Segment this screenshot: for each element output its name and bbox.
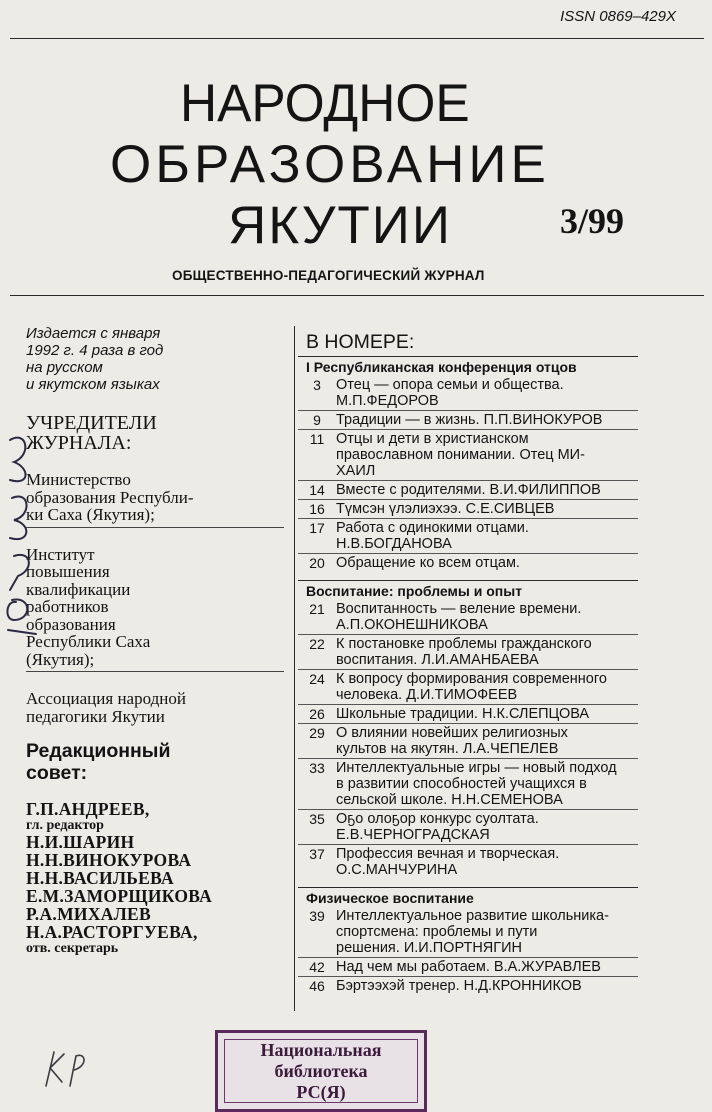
entry-page-number: 42 [309,959,325,975]
editorial-board-list [26,800,284,956]
contents-entry [298,845,638,879]
entry-title-line: Е.В.ЧЕРНОГРАДСКАЯ [336,827,490,843]
entry-page-number: 14 [309,482,325,498]
issn-number: ISSN 0869–429X [560,8,676,25]
contents-entry [298,481,638,500]
contents-entry [298,670,638,705]
entry-title [336,482,638,498]
entry-page-number: 26 [309,706,325,722]
contents-section [298,356,638,580]
founders-heading [26,413,284,453]
board-member-name: Е.М.ЗАМОРЩИКОВА [26,886,213,906]
entry-title-line: Интеллектуальные игры — новый подход [336,760,617,776]
journal-subtitle: ОБЩЕСТВЕННО-ПЕДАГОГИЧЕСКИЙ ЖУРНАЛ [172,268,485,283]
entry-title-line: Вместе с родителями. В.И.ФИЛИППОВ [336,482,601,498]
entry-page-number: 24 [309,671,325,687]
entry-title [336,959,638,975]
founder-line: Ассоциация народной [26,689,186,708]
contents-section [298,887,638,1003]
entry-title [336,377,638,409]
contents-section [298,580,638,887]
title-line-3: ЯКУТИИ [228,196,452,255]
entry-title-line: К вопросу формирования современного [336,671,607,687]
handwritten-inventory-number [2,420,42,650]
board-member-name: Н.Н.ВИНОКУРОВА [26,850,192,870]
entry-title [336,846,638,878]
board-member-role: отв. секретарь [26,941,119,956]
column-divider [294,326,295,1011]
founder-line: ки Саха (Якутия); [26,505,155,524]
founder-line: квалификации [26,579,131,599]
founder-line: работников [26,597,109,616]
entry-title-line: Оҕо олоҕор конкурс суолтата. [336,811,539,827]
publication-info-line: Издается с января [26,325,161,342]
entry-title-line: Школьные традиции. Н.К.СЛЕПЦОВА [336,706,590,722]
editorial-board-heading-line: Редакционный [26,740,171,762]
stamp-line: библиотека [274,1061,368,1081]
entry-title-line: Обращение ко всем отцам. [336,555,520,571]
founder-line: Институт [26,544,95,564]
entry-page-number: 20 [309,555,325,571]
entry-page-number: 39 [309,908,325,924]
entry-title-line: Традиции — в жизнь. П.П.ВИНОКУРОВ [336,412,603,428]
entry-title [336,671,638,703]
entry-page-number: 35 [309,811,325,827]
contents-entry [298,376,638,411]
founder-line: (Якутия); [26,649,95,669]
founder-association [26,672,284,728]
entry-page-number: 29 [309,725,325,741]
issue-number: 3/99 [560,201,625,241]
entry-title [336,725,638,757]
board-member-name: Н.И.ШАРИН [26,832,135,852]
entry-title-line: М.П.ФЕДОРОВ [336,393,439,409]
board-member-role: гл. редактор [26,818,104,833]
stamp-line: РС(Я) [296,1082,346,1102]
entry-title [336,601,638,633]
entry-page-number: 22 [309,636,325,652]
entry-title [336,811,638,843]
title-line-1: НАРОДНОЕ [180,74,470,133]
contents-entry [298,500,638,519]
contents-entry [298,724,638,759]
entry-title-line: Отец — опора семьи и общества. [336,377,564,393]
entry-title-line: человека. Д.И.ТИМОФЕЕВ [336,687,518,703]
contents-entry [298,519,638,554]
entry-title [336,760,638,808]
publication-info-line: 1992 г. 4 раза в год [26,342,164,359]
entry-page-number: 3 [313,377,321,393]
handwritten-initials [40,1038,90,1093]
section-title: Физическое воспитание [306,890,474,906]
publication-info-line: и якутском языках [26,376,160,393]
entry-page-number: 11 [309,431,325,447]
entry-title-line: Отцы и дети в христианском [336,431,529,447]
contents-entry [298,554,638,572]
entry-page-number: 46 [309,978,325,994]
entry-page-number: 9 [313,412,321,428]
contents-entry [298,810,638,845]
entry-title-line: спортсмена: проблемы и пути [336,924,538,940]
stamp-line: Национальная [260,1040,382,1060]
contents-entry [298,600,638,635]
board-member-name: Г.П.АНДРЕЕВ, [26,799,150,819]
entry-title-line: сельской школе. Н.Н.СЕМЕНОВА [336,792,563,808]
founder-line: повышения [26,562,110,581]
entry-title-line: православном понимании. Отец МИ- [336,447,585,463]
entry-title [336,555,638,571]
entry-title-line: Интеллектуальное развитие школьника- [336,908,609,924]
entry-title-line: воспитания. Л.И.АМАНБАЕВА [336,652,539,668]
entry-title [336,908,638,956]
entry-title-line: Работа с одинокими отцами. [336,520,529,536]
publication-info-line: на русском [26,359,103,376]
title-rule [10,295,704,296]
board-member-name: Н.А.РАСТОРГУЕВА, [26,922,198,942]
entry-title-line: Түмсэн үлэлиэхээ. С.Е.СИВЦЕВ [336,501,555,517]
contents-entry [298,635,638,670]
section-title: I Республиканская конференция отцов [306,359,577,375]
entry-title-line: в развитии способностей учащихся в [336,776,587,792]
contents-entry [298,411,638,430]
founder-line: Министерство [26,470,131,489]
contents-entry [298,977,638,995]
entry-title-line: решения. И.И.ПОРТНЯГИН [336,940,523,956]
founder-line: образования [26,614,116,634]
founder-line: педагогики Якутии [26,706,165,726]
entry-page-number: 16 [309,501,325,517]
entry-title-line: Воспитанность — веление времени. [336,601,582,617]
editorial-board-heading-line: совет: [26,762,88,784]
entry-page-number: 33 [309,760,325,776]
entry-title [336,706,638,722]
section-title: Воспитание: проблемы и опыт [306,583,523,599]
founders-heading-line: УЧРЕДИТЕЛИ [26,412,157,434]
entry-title [336,501,638,517]
entry-title-line: ХАИЛ [336,463,376,479]
title-line-2: ОБРАЗОВАНИЕ [110,135,550,194]
board-member-name: Р.А.МИХАЛЕВ [26,904,151,924]
contents-entry [298,907,638,958]
founder-line: Республики Саха [26,632,151,651]
entry-title-line: культов на якутян. Л.А.ЧЕПЕЛЕВ [336,741,559,757]
library-stamp [215,1030,427,1112]
entry-title-line: О влиянии новейших религиозных [336,725,568,741]
entry-title-line: Бэртээхэй тренер. Н.Д.КРОННИКОВ [336,978,582,994]
entry-page-number: 37 [309,846,325,862]
entry-title [336,520,638,552]
entry-title [336,978,638,994]
entry-title [336,412,638,428]
entry-title-line: Профессия вечная и творческая. [336,846,560,862]
founders-heading-line: ЖУРНАЛА: [26,432,132,454]
entry-page-number: 17 [309,520,325,536]
entry-title [336,636,638,668]
board-member-name: Н.Н.ВАСИЛЬЕВА [26,868,174,888]
entry-title-line: А.П.ОКОНЕШНИКОВА [336,617,488,633]
founder-line: образования Республи- [26,487,194,507]
entry-title-line: Над чем мы работаем. В.А.ЖУРАВЛЕВ [336,959,601,975]
entry-title [336,431,638,479]
founder-institute [26,528,284,673]
entry-title-line: Н.В.БОГДАНОВА [336,536,452,552]
table-of-contents [298,331,638,1003]
editorial-board-heading [26,740,284,784]
entry-page-number: 21 [309,601,325,617]
contents-entry [298,759,638,810]
contents-entry [298,430,638,481]
contents-heading: В НОМЕРЕ: [306,331,415,353]
left-column [26,325,284,956]
founders-list [26,453,284,728]
publication-info [26,325,284,393]
contents-entry [298,958,638,977]
contents-entry [298,705,638,724]
founder-ministry [26,453,284,528]
top-rule [10,38,704,39]
entry-title-line: К постановке проблемы гражданского [336,636,592,652]
library-stamp-frame [224,1039,418,1103]
entry-title-line: О.С.МАНЧУРИНА [336,862,458,878]
